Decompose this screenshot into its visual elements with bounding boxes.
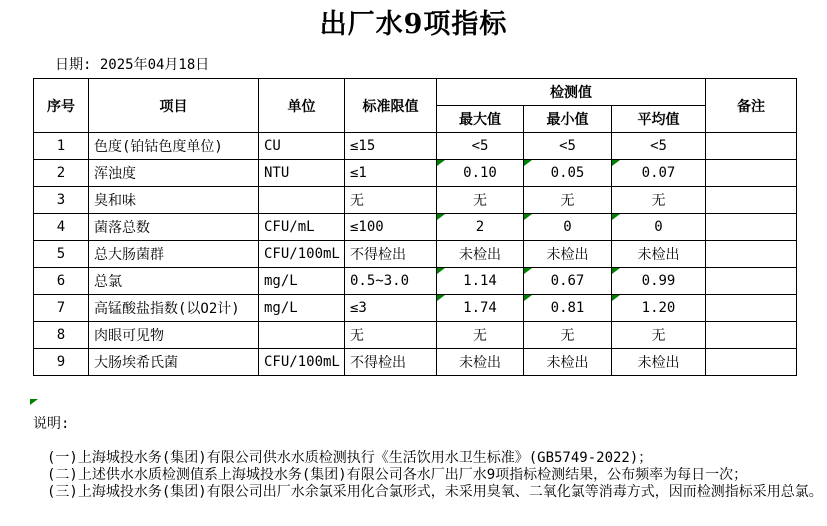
cell-max (437, 160, 524, 187)
cell-min-value: <5 (559, 138, 576, 154)
header-no (34, 79, 89, 133)
cell-max-value: 1.74 (463, 300, 497, 316)
flag-corner-icon (612, 268, 620, 274)
header-row-1 (34, 79, 797, 106)
cell-min-value: 0.81 (550, 300, 585, 316)
cell-max (437, 268, 524, 295)
cell-limit (345, 214, 437, 241)
cell-item-value: 浑浊度 (94, 166, 136, 182)
table-row (34, 295, 797, 322)
note-line: (三)上海城投水务(集团)有限公司出厂水余氯采用化合氯形式，未采用臭氧、二氧化氯等消毒方式，因而检测指标采用总氯。 (47, 484, 823, 500)
cell-unit-value: CFU/mL (264, 219, 315, 235)
cell-unit-value: mg/L (264, 300, 298, 316)
header-detection-label: 检测值 (550, 85, 592, 101)
cell-item-value: 菌落总数 (94, 220, 150, 236)
report-date: 日期: 2025年04月18日 (55, 57, 210, 73)
header-max-label: 最大值 (459, 112, 501, 128)
cell-unit (259, 295, 345, 322)
cell-unit-value: mg/L (264, 273, 298, 289)
table-row (34, 322, 797, 349)
cell-unit-value: CU (264, 138, 281, 154)
cell-max (437, 322, 524, 349)
cell-remark (706, 241, 797, 268)
cell-remark (706, 268, 797, 295)
cell-limit-value: 无 (350, 328, 364, 344)
cell-min (524, 133, 612, 160)
cell-avg-value: <5 (650, 138, 667, 154)
cell-limit-value: ≤15 (350, 138, 376, 154)
table-row (34, 187, 797, 214)
cell-max (437, 349, 524, 376)
cell-limit (345, 295, 437, 322)
water-quality-table (33, 78, 797, 376)
header-unit-label: 单位 (287, 98, 316, 115)
header-item-label: 项目 (159, 98, 188, 115)
cell-no-value: 4 (56, 219, 66, 235)
cell-no-value: 5 (56, 246, 66, 262)
flag-corner-icon (524, 295, 532, 301)
cell-avg-value: 0 (654, 219, 663, 235)
cell-limit (345, 349, 437, 376)
cell-min-value: 无 (560, 193, 575, 209)
flag-corner-icon (437, 214, 445, 220)
cell-limit-value: 无 (350, 193, 364, 209)
header-item (89, 79, 259, 133)
cell-item-value: 大肠埃希氏菌 (94, 355, 178, 371)
cell-unit (259, 214, 345, 241)
cell-min (524, 214, 612, 241)
header-remark (706, 79, 797, 133)
header-min-label: 最小值 (546, 112, 589, 128)
cell-avg-value: 未检出 (637, 247, 680, 263)
table-row (34, 268, 797, 295)
cell-avg (612, 268, 706, 295)
table-row (34, 349, 797, 376)
header-unit (259, 79, 345, 133)
cell-min (524, 241, 612, 268)
cell-avg (612, 214, 706, 241)
table-row (34, 133, 797, 160)
cell-remark (706, 349, 797, 376)
cell-limit (345, 322, 437, 349)
flag-corner-icon (524, 214, 532, 220)
cell-item (89, 241, 259, 268)
cell-item-value: 总氯 (94, 274, 122, 290)
cell-unit (259, 160, 345, 187)
cell-no (34, 268, 89, 295)
cell-avg-value: 无 (651, 193, 666, 209)
cell-item (89, 349, 259, 376)
cell-avg (612, 133, 706, 160)
cell-item (89, 214, 259, 241)
cell-unit (259, 187, 345, 214)
cell-item-value: 高锰酸盐指数(以O2计) (94, 301, 240, 317)
cell-max (437, 187, 524, 214)
cell-avg (612, 295, 706, 322)
cell-item (89, 160, 259, 187)
cell-no-value: 2 (56, 165, 66, 181)
cell-avg-value: 未检出 (637, 355, 680, 371)
cell-min-value: 未检出 (546, 355, 589, 371)
cell-max (437, 241, 524, 268)
cell-no-value: 9 (56, 354, 66, 370)
flag-corner-icon (612, 160, 620, 166)
flag-corner-icon (437, 268, 445, 274)
cell-min-value: 0 (563, 219, 572, 235)
cell-item (89, 133, 259, 160)
cell-no-value: 8 (56, 327, 66, 343)
cell-no (34, 133, 89, 160)
cell-max-value: 无 (473, 328, 487, 344)
cell-max-value: 0.10 (463, 165, 497, 181)
cell-item (89, 322, 259, 349)
cell-unit (259, 133, 345, 160)
cell-limit-value: 不得检出 (350, 355, 406, 371)
cell-no-value: 3 (56, 192, 66, 208)
cell-remark (706, 160, 797, 187)
cell-avg (612, 160, 706, 187)
cell-avg-value: 0.07 (641, 165, 676, 181)
cell-no-value: 6 (56, 273, 66, 289)
cell-remark (706, 214, 797, 241)
header-max (437, 106, 524, 133)
cell-remark (706, 133, 797, 160)
cell-unit-value: CFU/100mL (264, 246, 340, 262)
header-remark-label: 备注 (737, 98, 766, 115)
cell-limit (345, 268, 437, 295)
cell-limit (345, 160, 437, 187)
cell-no (34, 187, 89, 214)
cell-unit-value: NTU (264, 165, 290, 181)
notes-label: 说明: (33, 416, 70, 432)
cell-min-value: 0.67 (550, 273, 585, 289)
cell-max-value: 1.14 (463, 273, 497, 289)
cell-limit-value: ≤3 (350, 300, 367, 316)
table-body (34, 133, 797, 376)
header-avg-label: 平均值 (637, 112, 680, 128)
cell-no (34, 322, 89, 349)
cell-unit (259, 268, 345, 295)
cell-no (34, 295, 89, 322)
cell-no-value: 1 (56, 138, 66, 154)
cell-max (437, 133, 524, 160)
cell-min (524, 295, 612, 322)
cell-avg-value: 1.20 (641, 300, 676, 316)
cell-max (437, 214, 524, 241)
flag-corner-icon (612, 214, 620, 220)
cell-item (89, 295, 259, 322)
cell-min-value: 0.05 (550, 165, 585, 181)
header-avg (612, 106, 706, 133)
cell-min (524, 187, 612, 214)
cell-no (34, 214, 89, 241)
table-row (34, 241, 797, 268)
table-row (34, 160, 797, 187)
cell-avg (612, 322, 706, 349)
cell-limit-value: ≤100 (350, 219, 384, 235)
cell-max-value: 未检出 (459, 355, 501, 371)
flag-corner-icon (437, 160, 445, 166)
header-no-label: 序号 (47, 98, 75, 115)
cell-avg-value: 无 (651, 328, 666, 344)
cell-limit-value: 0.5~3.0 (350, 273, 410, 289)
header-detection (437, 79, 706, 106)
cell-min (524, 268, 612, 295)
cell-item (89, 268, 259, 295)
note-line: (一)上海城投水务(集团)有限公司供水水质检测执行《生活饮用水卫生标准》(GB5749-2022)； (47, 450, 653, 466)
cell-min (524, 322, 612, 349)
cell-max-value: 2 (475, 219, 485, 235)
flag-corner-icon (524, 160, 532, 166)
cell-no (34, 349, 89, 376)
cell-unit (259, 241, 345, 268)
cell-max-value: 无 (473, 193, 487, 209)
flag-corner-icon (524, 268, 532, 274)
cell-max-value: 未检出 (459, 247, 501, 263)
cell-item-value: 总大肠菌群 (94, 247, 164, 263)
cell-min-value: 未检出 (546, 247, 589, 263)
cell-limit (345, 187, 437, 214)
notes-block (47, 450, 823, 501)
flag-corner-icon (30, 399, 38, 405)
cell-no-value: 7 (56, 300, 66, 316)
flag-corner-icon (612, 295, 620, 301)
note-line: (二)上述供水水质检测值系上海城投水务(集团)有限公司各水厂出厂水9项指标检测结果，公布频率为每日一次； (47, 467, 748, 483)
cell-avg-value: 0.99 (641, 273, 676, 289)
cell-unit (259, 322, 345, 349)
cell-item (89, 187, 259, 214)
cell-remark (706, 187, 797, 214)
header-min (524, 106, 612, 133)
cell-min (524, 160, 612, 187)
page-title: 出厂水9项指标 (319, 9, 508, 40)
cell-avg (612, 241, 706, 268)
cell-remark (706, 295, 797, 322)
flag-corner-icon (437, 295, 445, 301)
cell-max (437, 295, 524, 322)
cell-limit-value: 不得检出 (350, 247, 406, 263)
cell-item-value: 臭和味 (94, 193, 136, 209)
cell-limit (345, 241, 437, 268)
cell-unit-value: CFU/100mL (264, 354, 340, 370)
cell-item-value: 色度(铂钴色度单位) (94, 139, 223, 155)
cell-item-value: 肉眼可见物 (94, 328, 164, 344)
cell-min-value: 无 (560, 328, 575, 344)
cell-no (34, 241, 89, 268)
header-limit (345, 79, 437, 133)
cell-no (34, 160, 89, 187)
cell-avg (612, 187, 706, 214)
cell-unit (259, 349, 345, 376)
cell-min (524, 349, 612, 376)
cell-remark (706, 322, 797, 349)
table-row (34, 214, 797, 241)
cell-limit-value: ≤1 (350, 165, 367, 181)
cell-avg (612, 349, 706, 376)
cell-limit (345, 133, 437, 160)
cell-max-value: <5 (471, 138, 489, 154)
header-limit-label: 标准限值 (362, 98, 419, 115)
